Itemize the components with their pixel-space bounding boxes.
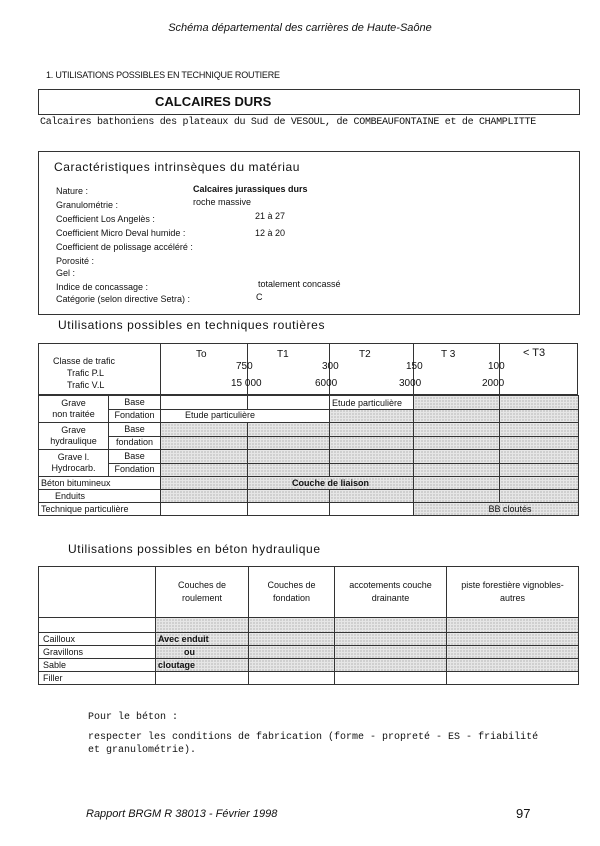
road-uses-table bbox=[38, 395, 579, 516]
material-description: Calcaires bathoniens des plateaux du Sud de VESOUL, de COMBEAUFONTAINE et de CHAMPLITTE bbox=[40, 117, 536, 128]
table-cell bbox=[335, 672, 447, 685]
column-header-fondation: Couches de fondation bbox=[249, 567, 335, 618]
traffic-class-t2: T2 bbox=[359, 349, 371, 360]
table-row bbox=[39, 503, 579, 516]
table-cell bbox=[500, 450, 579, 464]
table-cell bbox=[414, 423, 500, 437]
row-label-grave-l bbox=[39, 450, 109, 477]
table-cell bbox=[161, 396, 248, 410]
note-cloutage: cloutage bbox=[156, 659, 249, 672]
traffic-class-t1: T1 bbox=[277, 349, 289, 360]
char-label-category: Catégorie (selon directive Setra) : bbox=[56, 294, 191, 304]
traffic-vl-label: Trafic V.L bbox=[67, 380, 105, 390]
table-cell bbox=[248, 423, 330, 437]
table-cell bbox=[447, 672, 579, 685]
row-label-filler: Filler bbox=[39, 672, 156, 685]
table-cell bbox=[414, 396, 500, 410]
table-cell bbox=[161, 450, 248, 464]
table-cell bbox=[414, 490, 500, 503]
table-row bbox=[39, 409, 579, 423]
row-label-cailloux: Cailloux bbox=[39, 633, 156, 646]
table-row bbox=[39, 450, 579, 464]
row-label-text: non traitée bbox=[52, 409, 95, 419]
traffic-vl-3000: 3000 bbox=[399, 378, 422, 389]
table-cell bbox=[500, 463, 579, 477]
traffic-vl-2000: 2000 bbox=[482, 378, 505, 389]
table-cell bbox=[500, 477, 579, 490]
row-label-technique: Technique particulière bbox=[39, 503, 161, 516]
table-cell bbox=[330, 423, 414, 437]
char-label-frost: Gel : bbox=[56, 268, 76, 278]
page-number: 97 bbox=[516, 806, 531, 821]
characteristics-title: Caractéristiques intrinsèques du matériau bbox=[54, 160, 301, 174]
table-cell bbox=[248, 436, 330, 450]
concrete-uses-title: Utilisations possibles en béton hydraulique bbox=[68, 542, 321, 556]
table-cell bbox=[248, 503, 330, 516]
table-cell bbox=[39, 567, 156, 618]
note-text-2: et granulométrie). bbox=[88, 745, 197, 756]
traffic-vl-6000: 6000 bbox=[315, 378, 338, 389]
table-cell bbox=[330, 463, 414, 477]
subrow-label-base: Base bbox=[109, 396, 161, 410]
table-cell bbox=[414, 463, 500, 477]
table-cell bbox=[161, 490, 248, 503]
char-value-los-angeles: 21 à 27 bbox=[255, 211, 286, 221]
material-name: CALCAIRES DURS bbox=[155, 94, 272, 109]
subrow-label-fondation: Fondation bbox=[109, 463, 161, 477]
table-cell bbox=[447, 633, 579, 646]
row-label-text: hydraulique bbox=[50, 436, 97, 446]
table-cell bbox=[161, 423, 248, 437]
concrete-uses-table bbox=[38, 566, 579, 685]
table-cell bbox=[249, 672, 335, 685]
table-cell bbox=[447, 646, 579, 659]
table-cell bbox=[335, 646, 447, 659]
table-cell bbox=[156, 672, 249, 685]
table-row bbox=[39, 567, 579, 618]
table-cell bbox=[500, 396, 579, 410]
traffic-class-t3: T 3 bbox=[441, 349, 456, 360]
table-cell bbox=[161, 503, 248, 516]
table-cell bbox=[500, 490, 579, 503]
table-row bbox=[39, 633, 579, 646]
column-header-roulement: Couches de roulement bbox=[156, 567, 249, 618]
table-row bbox=[39, 423, 579, 437]
row-label-text: Grave l. bbox=[57, 452, 90, 462]
row-label-grave-h bbox=[39, 423, 109, 450]
report-reference: Rapport BRGM R 38013 - Février 1998 bbox=[86, 808, 278, 820]
note-avec-enduit: Avec enduit bbox=[156, 633, 249, 646]
subrow-label-fondation: Fondation bbox=[109, 409, 161, 423]
table-cell bbox=[330, 503, 414, 516]
traffic-class-t0: To bbox=[196, 349, 207, 360]
table-row bbox=[39, 436, 579, 450]
traffic-pl-150: 150 bbox=[406, 361, 423, 372]
material-title-box bbox=[38, 89, 580, 115]
table-row bbox=[39, 463, 579, 477]
section-title: 1. UTILISATIONS POSSIBLES EN TECHNIQUE ROUTIERE bbox=[46, 70, 280, 80]
column-header-accotements: accotements couche drainante bbox=[335, 567, 447, 618]
etude-particuliere-note-2: Etude particulière bbox=[161, 409, 330, 423]
table-row bbox=[39, 490, 579, 503]
table-row bbox=[39, 618, 579, 633]
table-cell bbox=[330, 396, 414, 410]
row-label-text: Grave bbox=[61, 398, 86, 408]
table-cell bbox=[414, 436, 500, 450]
table-row bbox=[39, 396, 579, 410]
couche-liaison-note: Couche de liaison bbox=[248, 477, 414, 490]
table-cell bbox=[248, 396, 330, 410]
char-label-porosity: Porosité : bbox=[56, 256, 95, 266]
table-row bbox=[39, 672, 579, 685]
table-cell bbox=[414, 477, 500, 490]
note-ou: ou bbox=[156, 646, 249, 659]
table-cell bbox=[500, 436, 579, 450]
table-cell bbox=[249, 618, 335, 633]
table-cell bbox=[249, 633, 335, 646]
char-value-nature: Calcaires jurassiques durs bbox=[193, 184, 308, 194]
row-label-text: Grave bbox=[61, 425, 86, 435]
note-text-1: respecter les conditions de fabrication (forme - propreté - ES - friabilité bbox=[88, 732, 539, 743]
table-cell bbox=[335, 633, 447, 646]
table-cell bbox=[248, 450, 330, 464]
row-label-grave-nt bbox=[39, 396, 109, 423]
table-cell bbox=[447, 618, 579, 633]
traffic-pl-100: 100 bbox=[488, 361, 505, 372]
row-label-sable: Sable bbox=[39, 659, 156, 672]
row-label-text: Hydrocarb. bbox=[51, 463, 96, 473]
table-cell bbox=[447, 659, 579, 672]
page-header: Schéma départemental des carrières de Haute-Saône bbox=[168, 22, 432, 34]
char-label-nature: Nature : bbox=[56, 186, 89, 196]
column-header-piste: piste forestière vignobles-autres bbox=[447, 567, 579, 618]
table-cell bbox=[335, 618, 447, 633]
traffic-header bbox=[38, 343, 578, 395]
char-value-category: C bbox=[256, 292, 263, 302]
char-label-crushing-index: Indice de concassage : bbox=[56, 282, 149, 292]
char-label-los-angeles: Coefficient Los Angelès : bbox=[56, 214, 155, 224]
row-label-gravillons: Gravillons bbox=[39, 646, 156, 659]
bb-cloutes-note: BB cloutés bbox=[414, 503, 579, 516]
traffic-vl-15000: 15 000 bbox=[231, 378, 262, 389]
char-value-granulometry: roche massive bbox=[193, 197, 252, 207]
traffic-pl-300: 300 bbox=[322, 361, 339, 372]
table-cell bbox=[249, 646, 335, 659]
table-cell bbox=[335, 659, 447, 672]
char-value-crushing-index: totalement concassé bbox=[258, 279, 341, 289]
row-label-enduits: Enduits bbox=[39, 490, 161, 503]
table-cell bbox=[156, 618, 249, 633]
road-uses-title: Utilisations possibles en techniques routières bbox=[58, 318, 326, 332]
row-label-beton-bitumineux: Béton bitumineux bbox=[39, 477, 161, 490]
table-cell bbox=[414, 409, 500, 423]
table-cell bbox=[161, 436, 248, 450]
traffic-pl-label: Trafic P.L bbox=[67, 368, 105, 378]
subrow-label-base: Base bbox=[109, 423, 161, 437]
char-label-granulometry: Granulométrie : bbox=[56, 200, 119, 210]
table-cell bbox=[249, 659, 335, 672]
traffic-pl-750: 750 bbox=[236, 361, 253, 372]
char-value-micro-deval: 12 à 20 bbox=[255, 228, 286, 238]
table-row bbox=[39, 646, 579, 659]
table-cell bbox=[161, 463, 248, 477]
table-cell bbox=[500, 423, 579, 437]
table-row bbox=[39, 477, 579, 490]
table-cell bbox=[330, 490, 414, 503]
table-cell bbox=[161, 477, 248, 490]
table-cell bbox=[500, 409, 579, 423]
char-label-polishing: Coefficient de polissage accéléré : bbox=[56, 242, 193, 252]
table-cell bbox=[248, 490, 330, 503]
table-cell bbox=[330, 436, 414, 450]
subrow-label-fondation: fondation bbox=[109, 436, 161, 450]
table-cell bbox=[414, 450, 500, 464]
table-row bbox=[39, 659, 579, 672]
char-label-micro-deval: Coefficient Micro Deval humide : bbox=[56, 228, 186, 238]
table-cell bbox=[330, 450, 414, 464]
note-heading: Pour le béton : bbox=[88, 712, 179, 723]
table-cell bbox=[330, 409, 414, 423]
subrow-label-base: Base bbox=[109, 450, 161, 464]
traffic-class-below-t3: < T3 bbox=[523, 347, 546, 359]
table-cell bbox=[39, 618, 156, 633]
table-cell bbox=[248, 463, 330, 477]
traffic-class-label: Classe de trafic bbox=[53, 356, 116, 366]
etude-particuliere-note-1: Etude particulière bbox=[332, 398, 403, 409]
